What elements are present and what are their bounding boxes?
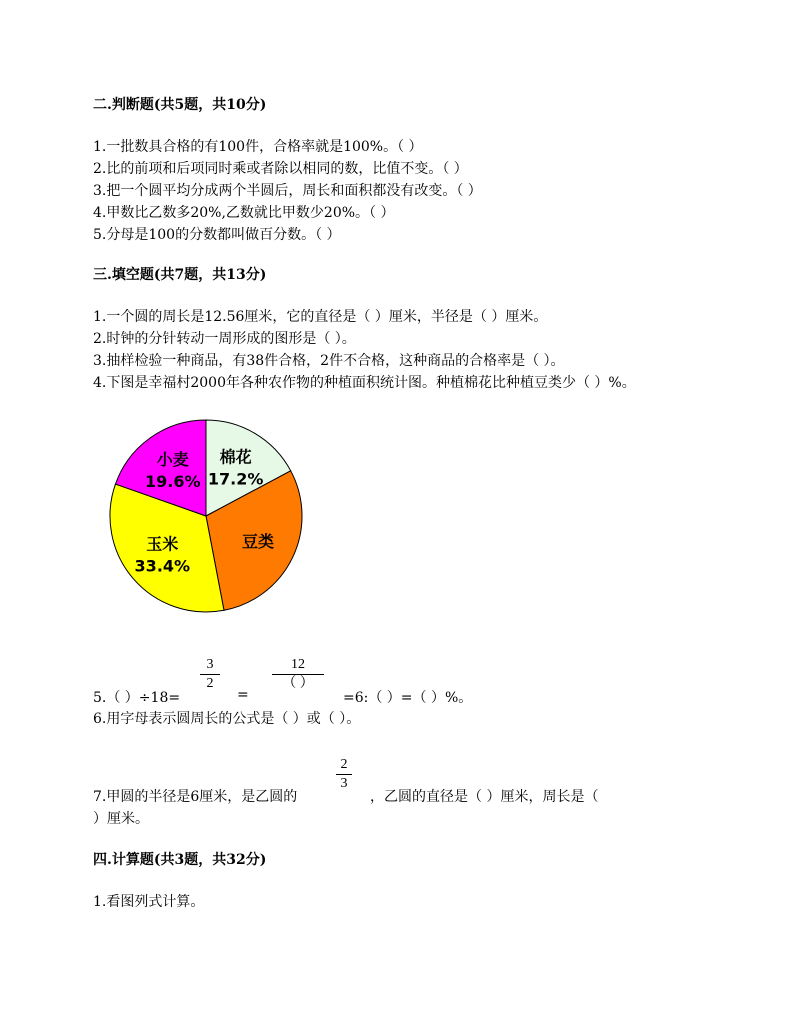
- q5-fraction-2-denominator: （ ）: [282, 676, 314, 691]
- q5-fraction-1-numerator: 3: [206, 657, 214, 672]
- fraction-bar: [336, 774, 352, 775]
- section-4-title: 四.计算题(共3题，共32分): [93, 852, 267, 868]
- s3-question-4: 4.下图是幸福村2000年各种农作物的种植面积统计图。种植棉花比种植豆类少（ ）%。: [93, 375, 636, 391]
- q5-fraction-1: [200, 657, 220, 692]
- s3-question-3: 3.抽样检验一种商品，有38件合格，2件不合格，这种商品的合格率是（ ）。: [93, 353, 565, 369]
- q7-fraction-numerator: 2: [340, 757, 348, 772]
- s2-question-1: 1.一批数具合格的有100件，合格率就是100%。（ ）: [93, 139, 423, 155]
- pie-label-name-1: 豆类: [241, 531, 274, 551]
- s3-question-2: 2.时钟的分针转动一周形成的图形是（ ）。: [93, 331, 356, 347]
- pie-label-name-2: 玉米: [146, 534, 179, 554]
- s2-question-3: 3.把一个圆平均分成两个半圆后，周长和面积都没有改变。（ ）: [93, 183, 482, 199]
- q7-fraction-denominator: 3: [340, 776, 348, 791]
- s3-question-7-part1: 7.甲圆的半径是6厘米，是乙圆的: [93, 789, 298, 805]
- q5-fraction-2-numerator: 12: [291, 657, 305, 672]
- section-3-title: 三.填空题(共7题，共13分): [93, 267, 267, 283]
- pie-label-value-0: 17.2%: [207, 469, 264, 489]
- pie-label-name-3: 小麦: [156, 449, 189, 469]
- q7-fraction: [336, 757, 352, 792]
- s2-question-5: 5.分母是100的分数都叫做百分数。（ ）: [93, 227, 341, 243]
- q5-suffix: =6:（ ）=（ ）%。: [343, 690, 473, 706]
- s3-question-6: 6.用字母表示圆周长的公式是（ ）或（ ）。: [93, 711, 361, 727]
- s3-question-5-prefix: 5.（ ）÷18=: [93, 690, 181, 706]
- fraction-bar: [272, 674, 324, 675]
- s3-question-1: 1.一个圆的周长是12.56厘米，它的直径是（ ）厘米，半径是（ ）厘米。: [93, 309, 548, 325]
- s3-question-7-part2: ，乙圆的直径是（ ）厘米，周长是（: [370, 789, 599, 805]
- pie-label-name-0: 棉花: [219, 447, 252, 467]
- q5-equals: =: [237, 687, 249, 703]
- s2-question-2: 2.比的前项和后项同时乘或者除以相同的数，比值不变。（ ）: [93, 161, 468, 177]
- s4-question-1: 1.看图列式计算。: [93, 894, 205, 910]
- s3-question-7-line2: ）厘米。: [93, 811, 149, 827]
- q5-fraction-2: [272, 657, 324, 692]
- q5-fraction-1-denominator: 2: [206, 676, 214, 691]
- s2-question-4: 4.甲数比乙数多20%,乙数就比甲数少20%。（ ）: [93, 205, 395, 221]
- section-2-title: 二.判断题(共5题，共10分): [93, 97, 267, 113]
- pie-label-value-2: 33.4%: [134, 556, 191, 576]
- pie-chart: [100, 405, 320, 625]
- fraction-bar: [200, 674, 220, 675]
- pie-label-value-3: 19.6%: [144, 471, 201, 491]
